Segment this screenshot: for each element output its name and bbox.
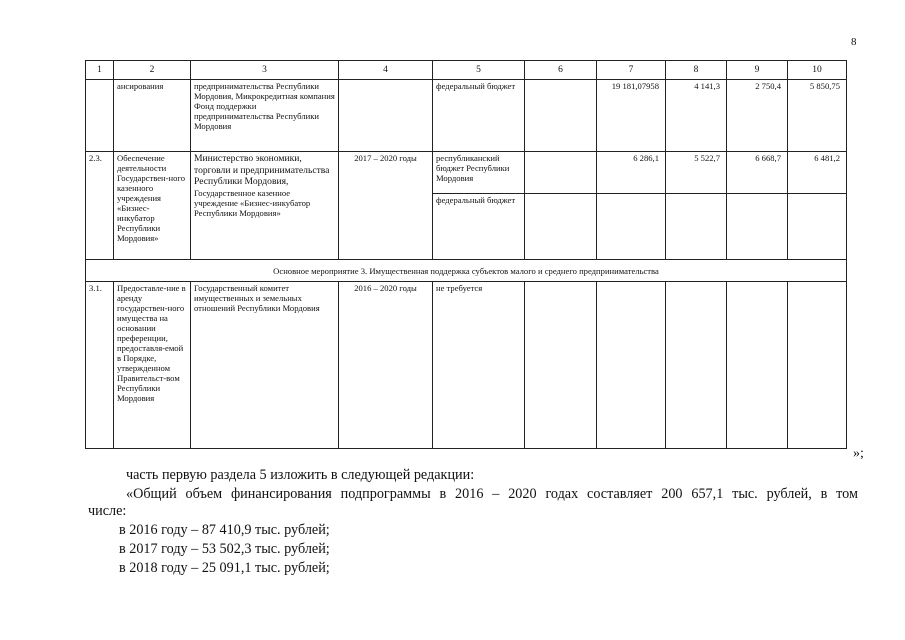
cell-col2: Обеспечение деятельности Государствен-ного казенного учреждения «Бизнес-инкубатор Республики Мордовия»: [114, 152, 191, 260]
paragraph-line: «Общий объем финансирования подпрограммы в 2016 – 2020 годах составляет 200 657,1 тыс. рублей, в том: [126, 486, 858, 502]
header-cell: 9: [727, 61, 788, 80]
cell-col2: ансирования: [114, 80, 191, 152]
header-cell: 6: [525, 61, 597, 80]
header-cell: 3: [191, 61, 339, 80]
cell-col8: 4 141,3: [666, 80, 727, 152]
header-cell: 7: [597, 61, 666, 80]
header-cell: 1: [86, 61, 114, 80]
paragraph-line: числе:: [88, 503, 127, 519]
cell-col5a: республиканский бюджет Республики Мордовия: [433, 152, 525, 194]
header-cell: 2: [114, 61, 191, 80]
cell-col7: 6 286,1: [597, 152, 666, 194]
cell-col9: 2 750,4: [727, 80, 788, 152]
paragraph-line: в 2018 году – 25 091,1 тыс. рублей;: [119, 560, 330, 576]
paragraph-line: в 2017 году – 53 502,3 тыс. рублей;: [119, 541, 330, 557]
paragraph-line: в 2016 году – 87 410,9 тыс. рублей;: [119, 522, 330, 538]
institution-text: Государственное казенное учреждение «Бизнес-инкубатор Республики Мордовия»: [194, 187, 311, 218]
cell-col5: федеральный бюджет: [433, 80, 525, 152]
financing-table: [85, 60, 847, 449]
cell-col5b: федеральный бюджет: [433, 194, 525, 260]
cell-col3: [191, 152, 339, 260]
table-row: [86, 80, 847, 152]
cell-col2: Предоставле-ние в аренду государствен-ного имущества на основании преференции, предоставля-емой в Порядке, утвержденном Правительст-вом Республики Мордовия: [114, 282, 191, 449]
ministry-text: Министерство экономики, торговли и предпринимательства Республики Мордовия,: [194, 153, 330, 188]
cell-col10: 5 850,75: [788, 80, 847, 152]
cell-col1: 3.1.: [86, 282, 114, 449]
cell-col5: не требуется: [433, 282, 525, 449]
header-cell: 8: [666, 61, 727, 80]
section-row: [86, 260, 847, 282]
cell-col8: 5 522,7: [666, 152, 727, 194]
cell-col3: Государственный комитет имущественных и земельных отношений Республики Мордовия: [191, 282, 339, 449]
cell-col7: 19 181,07958: [597, 80, 666, 152]
table-row: [86, 152, 847, 194]
cell-col4: 2017 – 2020 годы: [339, 152, 433, 260]
header-cell: 5: [433, 61, 525, 80]
page-number: 8: [851, 36, 857, 48]
closing-quote: »;: [853, 446, 864, 461]
cell-col10: 6 481,2: [788, 152, 847, 194]
cell-col9: 6 668,7: [727, 152, 788, 194]
header-cell: 10: [788, 61, 847, 80]
header-cell: 4: [339, 61, 433, 80]
paragraph-line: часть первую раздела 5 изложить в следующей редакции:: [126, 467, 475, 483]
cell-col3: предпринимательства Республики Мордовия, Микрокредитная компания Фонд поддержки предпринимательства Республики Мордовия: [191, 80, 339, 152]
section-title: Основное мероприятие 3. Имущественная поддержка субъектов малого и среднего предпринимательства: [86, 260, 847, 282]
table-row: [86, 282, 847, 449]
cell-col4: 2016 – 2020 годы: [339, 282, 433, 449]
cell-col1: 2.3.: [86, 152, 114, 260]
table-header-row: [86, 61, 847, 80]
